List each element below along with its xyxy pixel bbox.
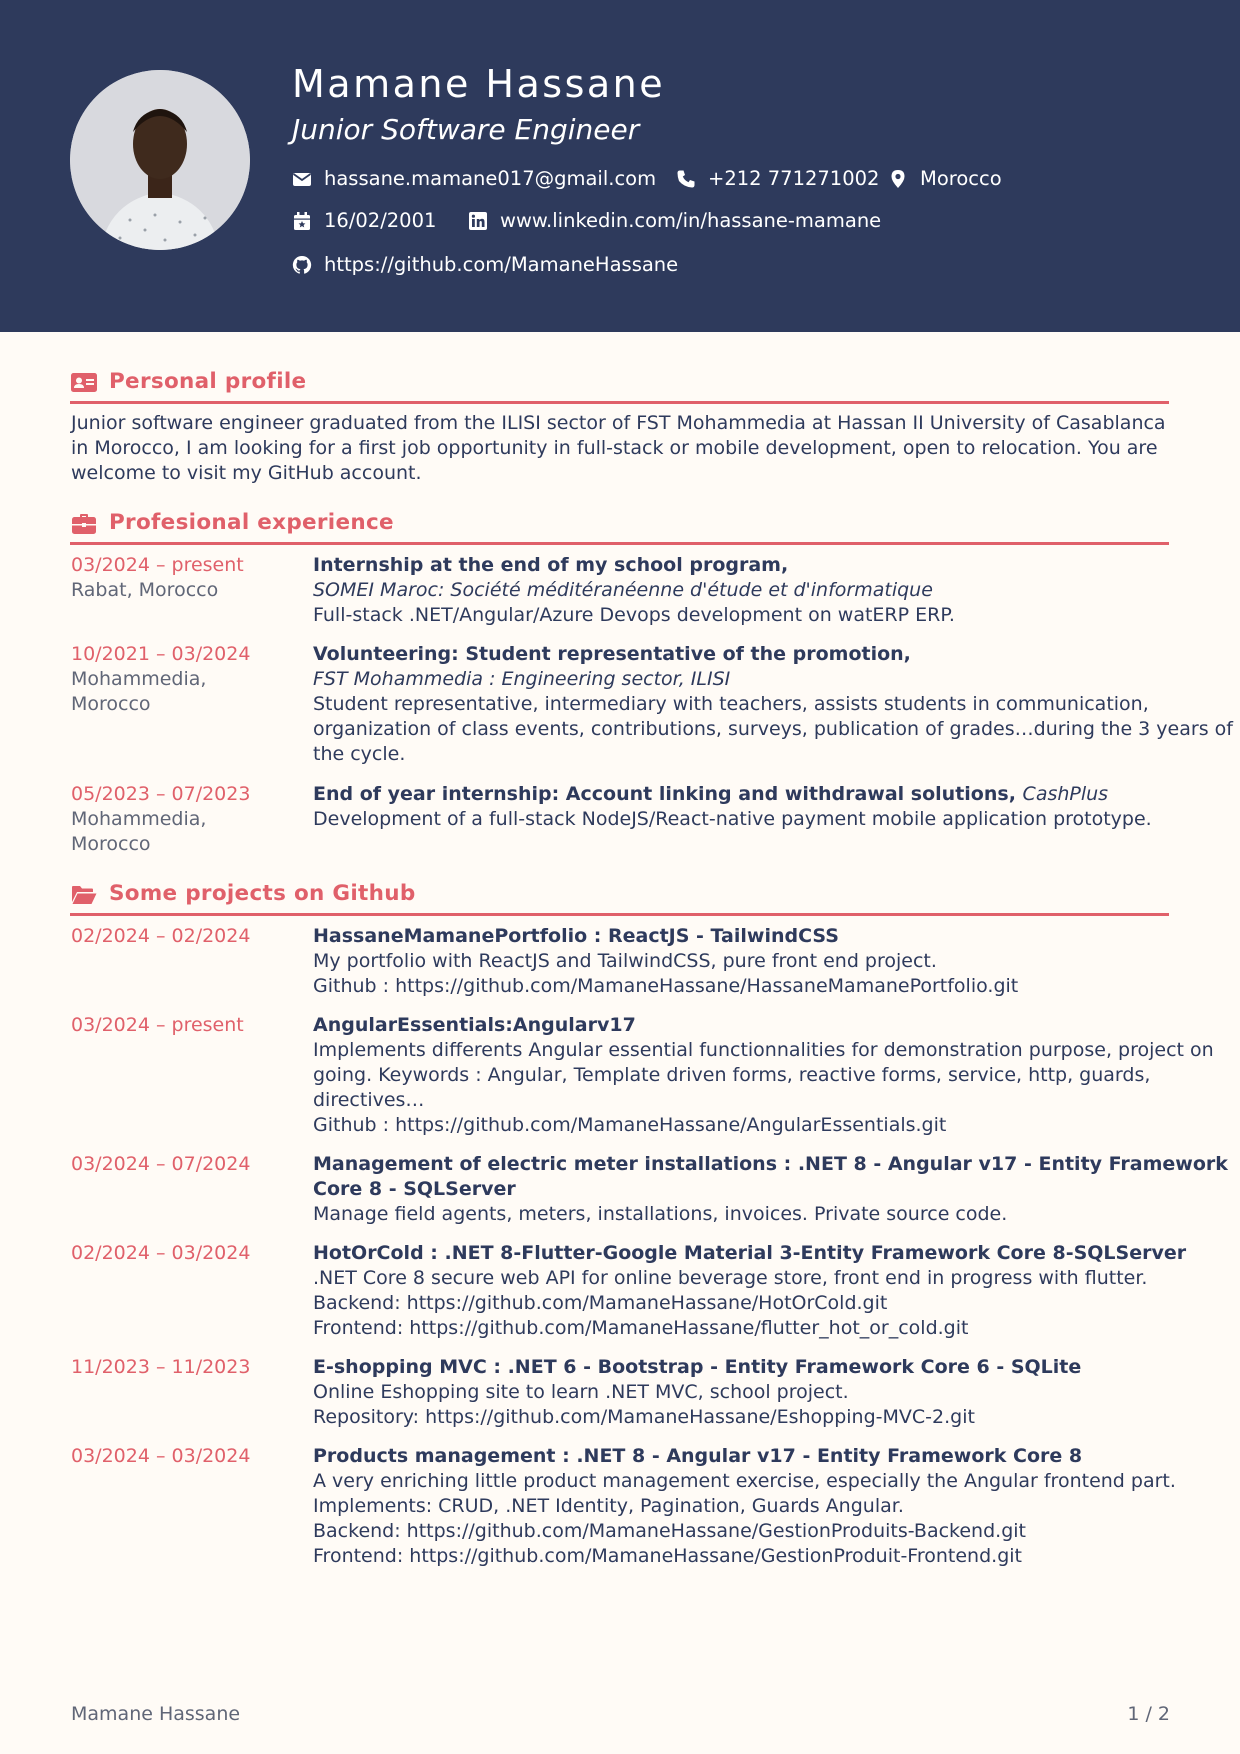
linkedin-contact[interactable]	[468, 209, 881, 232]
experience-date: 10/2021 – 03/2024	[71, 643, 251, 665]
project-line: My portfolio with ReactJS and TailwindCSS, pure front end project.	[313, 950, 937, 972]
github-icon	[292, 255, 312, 275]
section-personal-profile	[70, 369, 1169, 404]
candidate-name: Mamane Hassane	[292, 62, 666, 106]
birthdate-contact	[292, 209, 436, 232]
email-contact[interactable]	[292, 167, 656, 190]
profile-photo	[70, 70, 250, 250]
project-line: Implements differents Angular essential functionnalities for demonstration purpose, project on going. Keywords : Angular, Template driven forms, reactive forms, service, http, guards, directives…	[313, 1039, 1214, 1111]
project-title: HotOrCold : .NET 8-Flutter-Google Material 3-Entity Framework Core 8-SQLServer	[313, 1242, 1187, 1264]
project-line: A very enriching little product management exercise, especially the Angular frontend part. Implements: CRUD, .NET Identity, Pagination, Guards Angular.	[313, 1470, 1176, 1517]
experience-location: Mohammedia, Morocco	[71, 668, 207, 715]
project-title: Products management : .NET 8 - Angular v17 - Entity Framework Core 8	[313, 1445, 1083, 1467]
project-date: 03/2024 – present	[71, 1014, 244, 1036]
experience-title: Volunteering: Student representative of the promotion,	[313, 643, 911, 665]
project-date: 03/2024 – 07/2024	[71, 1153, 251, 1175]
section-title: Some projects on Github	[109, 881, 416, 906]
project-line: Online Eshopping site to learn .NET MVC, school project.	[313, 1381, 849, 1403]
page-number: 1 / 2	[1127, 1703, 1170, 1725]
calendar-icon	[292, 211, 312, 231]
experience-org: CashPlus	[1022, 783, 1109, 805]
project-link[interactable]: Github : https://github.com/MamaneHassane/AngularEssentials.git	[313, 1114, 947, 1136]
briefcase-icon	[71, 513, 97, 535]
job-title: Junior Software Engineer	[292, 113, 640, 146]
experience-location: Rabat, Morocco	[71, 579, 219, 601]
project-link[interactable]: Repository: https://github.com/MamaneHassane/Eshopping-MVC-2.git	[313, 1406, 975, 1428]
project-link[interactable]: Github : https://github.com/MamaneHassane/HassaneMamanePortfolio.git	[313, 975, 1019, 997]
project-title: E-shopping MVC : .NET 6 - Bootstrap - Entity Framework Core 6 - SQLite	[313, 1356, 1082, 1378]
project-link[interactable]: Frontend: https://github.com/MamaneHassane/flutter_hot_or_cold.git	[313, 1317, 969, 1339]
location-pin-icon	[888, 169, 908, 189]
section-experience	[70, 510, 1169, 545]
location-contact	[888, 167, 1002, 190]
section-projects	[70, 881, 1169, 916]
envelope-icon	[292, 169, 312, 189]
location-text: Morocco	[920, 167, 1002, 190]
project-date: 11/2023 – 11/2023	[71, 1356, 251, 1378]
experience-date: 05/2023 – 07/2023	[71, 783, 251, 805]
linkedin-text: www.linkedin.com/in/hassane-mamane	[500, 209, 882, 232]
experience-location: Mohammedia, Morocco	[71, 808, 207, 855]
phone-icon	[676, 169, 696, 189]
profile-summary: Junior software engineer graduated from the ILISI sector of FST Mohammedia at Hassan II University of Casablanca in Morocco, I am looking for a first job opportunity in full-stack or mobile development, open to relocation. You are welcome to visit my GitHub account.	[71, 412, 1166, 484]
project-title: AngularEssentials:Angularv17	[313, 1014, 636, 1036]
project-date: 03/2024 – 03/2024	[71, 1445, 251, 1467]
folder-open-icon	[71, 884, 97, 906]
project-title: Management of electric meter installations : .NET 8 - Angular v17 - Entity Framework Core 8 - SQLServer	[313, 1153, 1228, 1200]
experience-date: 03/2024 – present	[71, 554, 244, 576]
footer-name: Mamane Hassane	[71, 1703, 241, 1725]
project-date: 02/2024 – 02/2024	[71, 925, 251, 947]
id-card-icon	[71, 372, 97, 394]
experience-org: FST Mohammedia : Engineering sector, ILISI	[313, 668, 731, 690]
github-contact[interactable]	[292, 253, 678, 276]
github-text: https://github.com/MamaneHassane	[324, 253, 679, 276]
section-title: Personal profile	[109, 369, 307, 394]
phone-text: +212 771271002	[708, 167, 880, 190]
project-link[interactable]: Frontend: https://github.com/MamaneHassane/GestionProduit-Frontend.git	[313, 1545, 1022, 1567]
section-title: Profesional experience	[109, 510, 394, 535]
experience-description: Development of a full-stack NodeJS/React-native payment mobile application prototype.	[313, 808, 1152, 830]
avatar	[70, 70, 250, 250]
project-date: 02/2024 – 03/2024	[71, 1242, 251, 1264]
experience-title: End of year internship: Account linking and withdrawal solutions,	[313, 783, 1016, 805]
header-banner	[0, 0, 1240, 332]
experience-org: SOMEI Maroc: Société méditéranéenne d'étude et d'informatique	[313, 579, 933, 601]
project-link[interactable]: Backend: https://github.com/MamaneHassane/GestionProduits-Backend.git	[313, 1520, 1026, 1542]
phone-contact[interactable]	[676, 167, 879, 190]
experience-description: Student representative, intermediary with teachers, assists students in communication, organization of class events, contributions, surveys, publication of grades…during the 3 years of the cycle.	[313, 693, 1233, 765]
experience-title: Internship at the end of my school program,	[313, 554, 789, 576]
project-link[interactable]: Backend: https://github.com/MamaneHassane/HotOrCold.git	[313, 1292, 888, 1314]
email-text: hassane.mamane017@gmail.com	[324, 167, 657, 190]
project-line: Manage field agents, meters, installations, invoices. Private source code.	[313, 1203, 1008, 1225]
project-title: HassaneMamanePortfolio : ReactJS - TailwindCSS	[313, 925, 839, 947]
birthdate-text: 16/02/2001	[324, 209, 437, 232]
linkedin-icon	[468, 211, 488, 231]
experience-description: Full-stack .NET/Angular/Azure Devops development on watERP ERP.	[313, 604, 955, 626]
project-line: .NET Core 8 secure web API for online beverage store, front end in progress with flutter.	[313, 1267, 1148, 1289]
